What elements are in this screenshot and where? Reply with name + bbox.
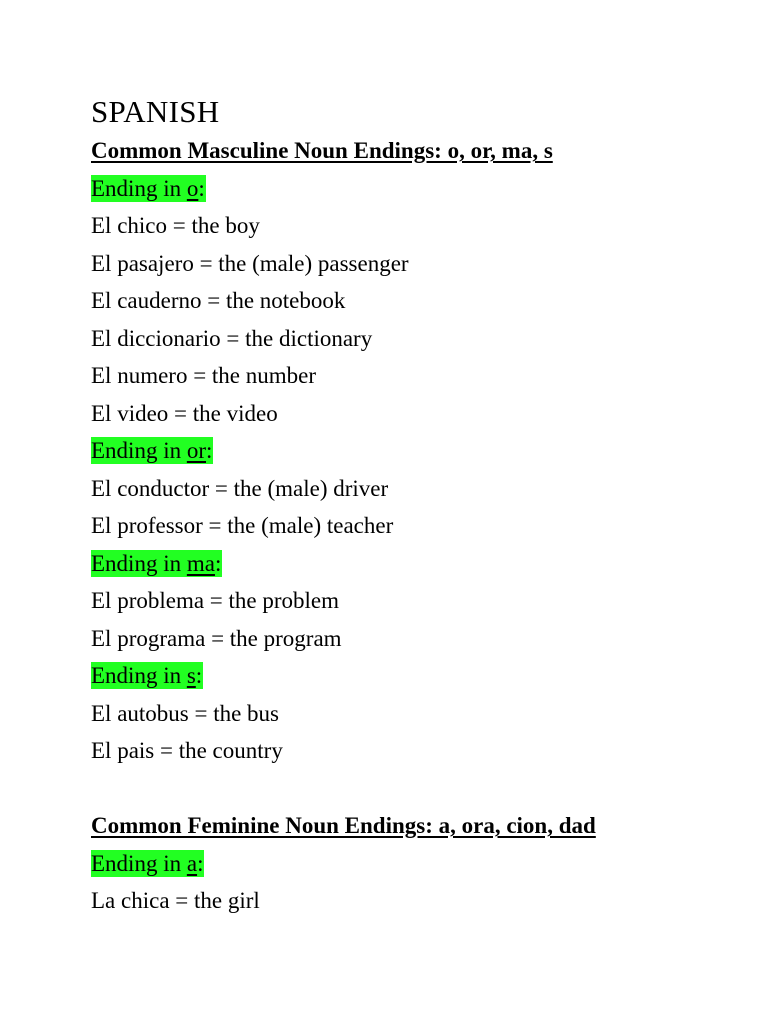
vocab-entry: La chica = the girl <box>91 888 260 913</box>
vocab-entry: El diccionario = the dictionary <box>91 325 373 351</box>
ending-ma-label <box>91 545 748 583</box>
blank-line <box>91 770 748 808</box>
ending-letters: o <box>186 175 199 201</box>
vocab-entry: El cauderno = the notebook <box>91 288 346 313</box>
ending-s-label <box>91 657 748 695</box>
vocab-entry: El autobus = the bus <box>91 700 280 726</box>
document-title: SPANISH <box>91 94 220 129</box>
ending-highlight: Ending in ma: <box>91 550 222 576</box>
vocab-entry: El programa = the program <box>91 625 342 651</box>
ending-letters: s <box>186 663 196 688</box>
vocab-entry: El professor = the (male) teacher <box>91 513 394 538</box>
ending-or-label <box>91 432 748 470</box>
vocab-entry: El video = the video <box>91 400 278 426</box>
vocab-entry: El chico = the boy <box>91 213 260 238</box>
ending-highlight: Ending in s: <box>91 663 203 688</box>
vocab-entry: El pasajero = the (male) passenger <box>91 250 409 276</box>
ending-highlight: Ending in a: <box>91 850 204 876</box>
vocab-entry: El pais = the country <box>91 738 283 763</box>
ending-letters: or <box>186 438 207 463</box>
ending-a-label <box>91 845 748 883</box>
masculine-section-heading: Common Masculine Noun Endings: o, or, ma, s <box>91 138 553 163</box>
ending-o-label <box>91 170 748 208</box>
feminine-section-heading: Common Feminine Noun Endings: a, ora, cion, dad <box>91 813 596 838</box>
vocab-entry: El numero = the number <box>91 363 317 388</box>
ending-letters: ma <box>186 550 215 576</box>
document-page <box>91 92 748 920</box>
ending-highlight: Ending in o: <box>91 175 205 201</box>
vocab-entry: El problema = the problem <box>91 588 340 613</box>
vocab-entry: El conductor = the (male) driver <box>91 475 389 501</box>
ending-highlight: Ending in or: <box>91 438 213 463</box>
ending-letters: a <box>186 850 198 876</box>
